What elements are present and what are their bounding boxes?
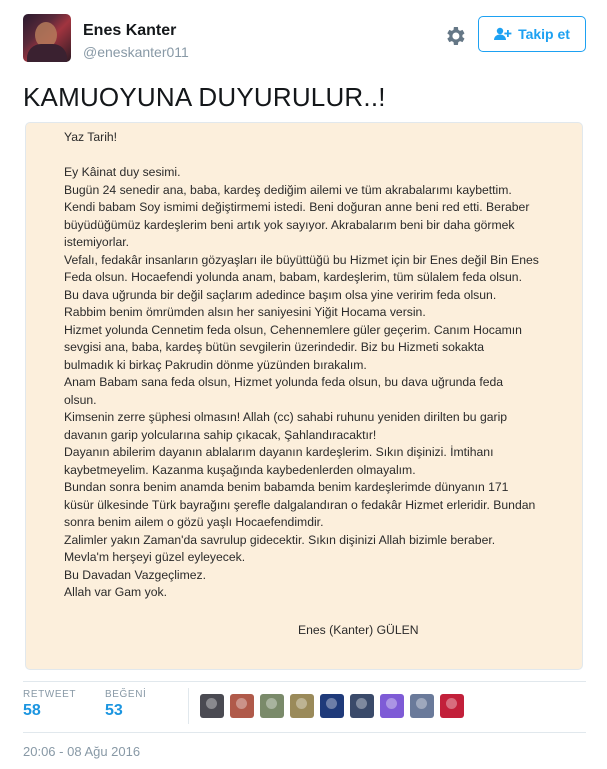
user-avatar[interactable] <box>23 14 71 62</box>
divider <box>23 681 586 682</box>
letter-line: sonra benim ailem o gözü yaşlı Hocaefendimdir. <box>64 515 324 529</box>
like-stat[interactable] <box>105 689 146 720</box>
follow-button-label: Takip et <box>518 26 570 42</box>
letter-line: Hizmet yolunda Cennetim feda olsun, Cehennemlere güler geçerim. Canım Hocamın <box>64 322 522 337</box>
like-count[interactable]: 53 <box>105 702 123 719</box>
tweet-header <box>23 14 588 66</box>
liker-avatar-9[interactable] <box>440 694 464 718</box>
liker-avatar-6[interactable] <box>350 694 374 718</box>
letter-line: istemiyorlar. <box>64 235 130 249</box>
letter-line: Bu dava uğrunda bir değil saçlarım adedince başım olsa yine veririm feda olsun. <box>64 287 497 302</box>
letter-line: Feda olsun. Hocaefendi yolunda anam, babam, kardeşlerim, tüm sülalem feda olsun. <box>64 270 522 284</box>
liker-avatar-3[interactable] <box>260 694 284 718</box>
letter-line: bulmadık ki birkaç Pakrudin dönme yüzünden bırakalım. <box>64 357 367 372</box>
letter-line: Dayanın abilerim dayanın ablalarım dayanın kardeşlerim. Sıkın dişinizi. İmtihanı <box>64 445 494 459</box>
liker-avatar-2[interactable] <box>230 694 254 718</box>
liker-avatar-1[interactable] <box>200 694 224 718</box>
letter-line: Bu Davadan Vazgeçlimez. <box>64 567 207 582</box>
letter-line: olsun. <box>64 392 97 407</box>
retweet-count[interactable]: 58 <box>23 702 41 719</box>
tweet-text: KAMUOYUNA DUYURULUR..! <box>23 82 386 112</box>
retweet-stat[interactable] <box>23 689 76 720</box>
user-name[interactable]: Enes Kanter <box>83 22 177 39</box>
liker-avatars <box>200 694 464 718</box>
letter-line: Allah var Gam yok. <box>64 585 167 599</box>
letter-line: kaybetmeyelim. Kazanma kuşağında kaybedenlerden olmayalım. <box>64 462 416 477</box>
letter-image[interactable] <box>25 122 583 670</box>
letter-line: Mevla'm herşeyi güzel eyleyecek. <box>64 550 246 564</box>
letter-line: Kendi babam Soy ismimi değiştirmemi istedi. Beni doğuran anne beni red etti. Beraber <box>64 200 530 214</box>
retweet-label: RETWEET <box>23 689 77 700</box>
liker-avatar-5[interactable] <box>320 694 344 718</box>
follow-button[interactable] <box>478 16 586 52</box>
stats-separator <box>188 688 189 724</box>
gear-icon[interactable] <box>443 24 467 48</box>
letter-line: Zalimler yakın Zaman'da savrulup gidecektir. Sıkın dişinizi Allah bizimle beraber. <box>64 532 496 547</box>
tweet-timestamp[interactable]: 20:06 - 08 Ağu 2016 <box>23 744 141 759</box>
letter-line: Kimsenin zerre şüphesi olmasın! Allah (cc) sahabi ruhunu yeniden dirilten bu garip <box>64 410 508 424</box>
user-handle[interactable]: @eneskanter011 <box>83 44 189 60</box>
letter-line: küsür ülkesinde Türk bayrağını şerefle dalgalandıran o fedakâr Hizmet erleridir. Bundan <box>64 497 536 512</box>
letter-line: Yaz Tarih! <box>64 130 118 144</box>
liker-avatar-8[interactable] <box>410 694 434 718</box>
letter-line: Bundan sonra benim anamda benim babamda benim kardeşlerimde dünyanın 171 <box>64 480 509 494</box>
letter-line: davanın garip yolcularına sahip çıkacak, Şahlandıracaktır! <box>64 427 377 442</box>
letter-line: sevgisi ana, baba, kardeş bütün sevgilerin üzerindedir. Biz bu Hizmeti sokakta <box>64 340 485 354</box>
divider <box>23 732 586 733</box>
letter-line: Ey Kâinat duy sesimi. <box>64 165 181 179</box>
letter-line: Rabbim benim ömrümden alsın her saniyesini Yiğit Hocama versin. <box>64 305 426 319</box>
letter-line: büyüdüğümüz kardeşlerim beni artık yok sayıyor. Akrabalarım beni bir daha görmek <box>64 217 515 232</box>
letter-signature: Enes (Kanter) GÜLEN <box>298 623 419 637</box>
letter-body <box>64 129 569 602</box>
liker-avatar-4[interactable] <box>290 694 314 718</box>
liker-avatar-7[interactable] <box>380 694 404 718</box>
add-user-icon <box>494 27 512 41</box>
like-label: BEĞENİ <box>105 689 147 700</box>
letter-line: Anam Babam sana feda olsun, Hizmet yolunda feda olsun, bu dava uğrunda feda <box>64 375 504 389</box>
letter-line: Vefalı, fedakâr insanların gözyaşları ile büyüttüğü bu Hizmet için bir Enes değil Bin Enes <box>64 252 539 267</box>
letter-line: Bugün 24 senedir ana, baba, kardeş dediğim ailemi ve tüm akrabalarımı kaybettim. <box>64 182 512 197</box>
